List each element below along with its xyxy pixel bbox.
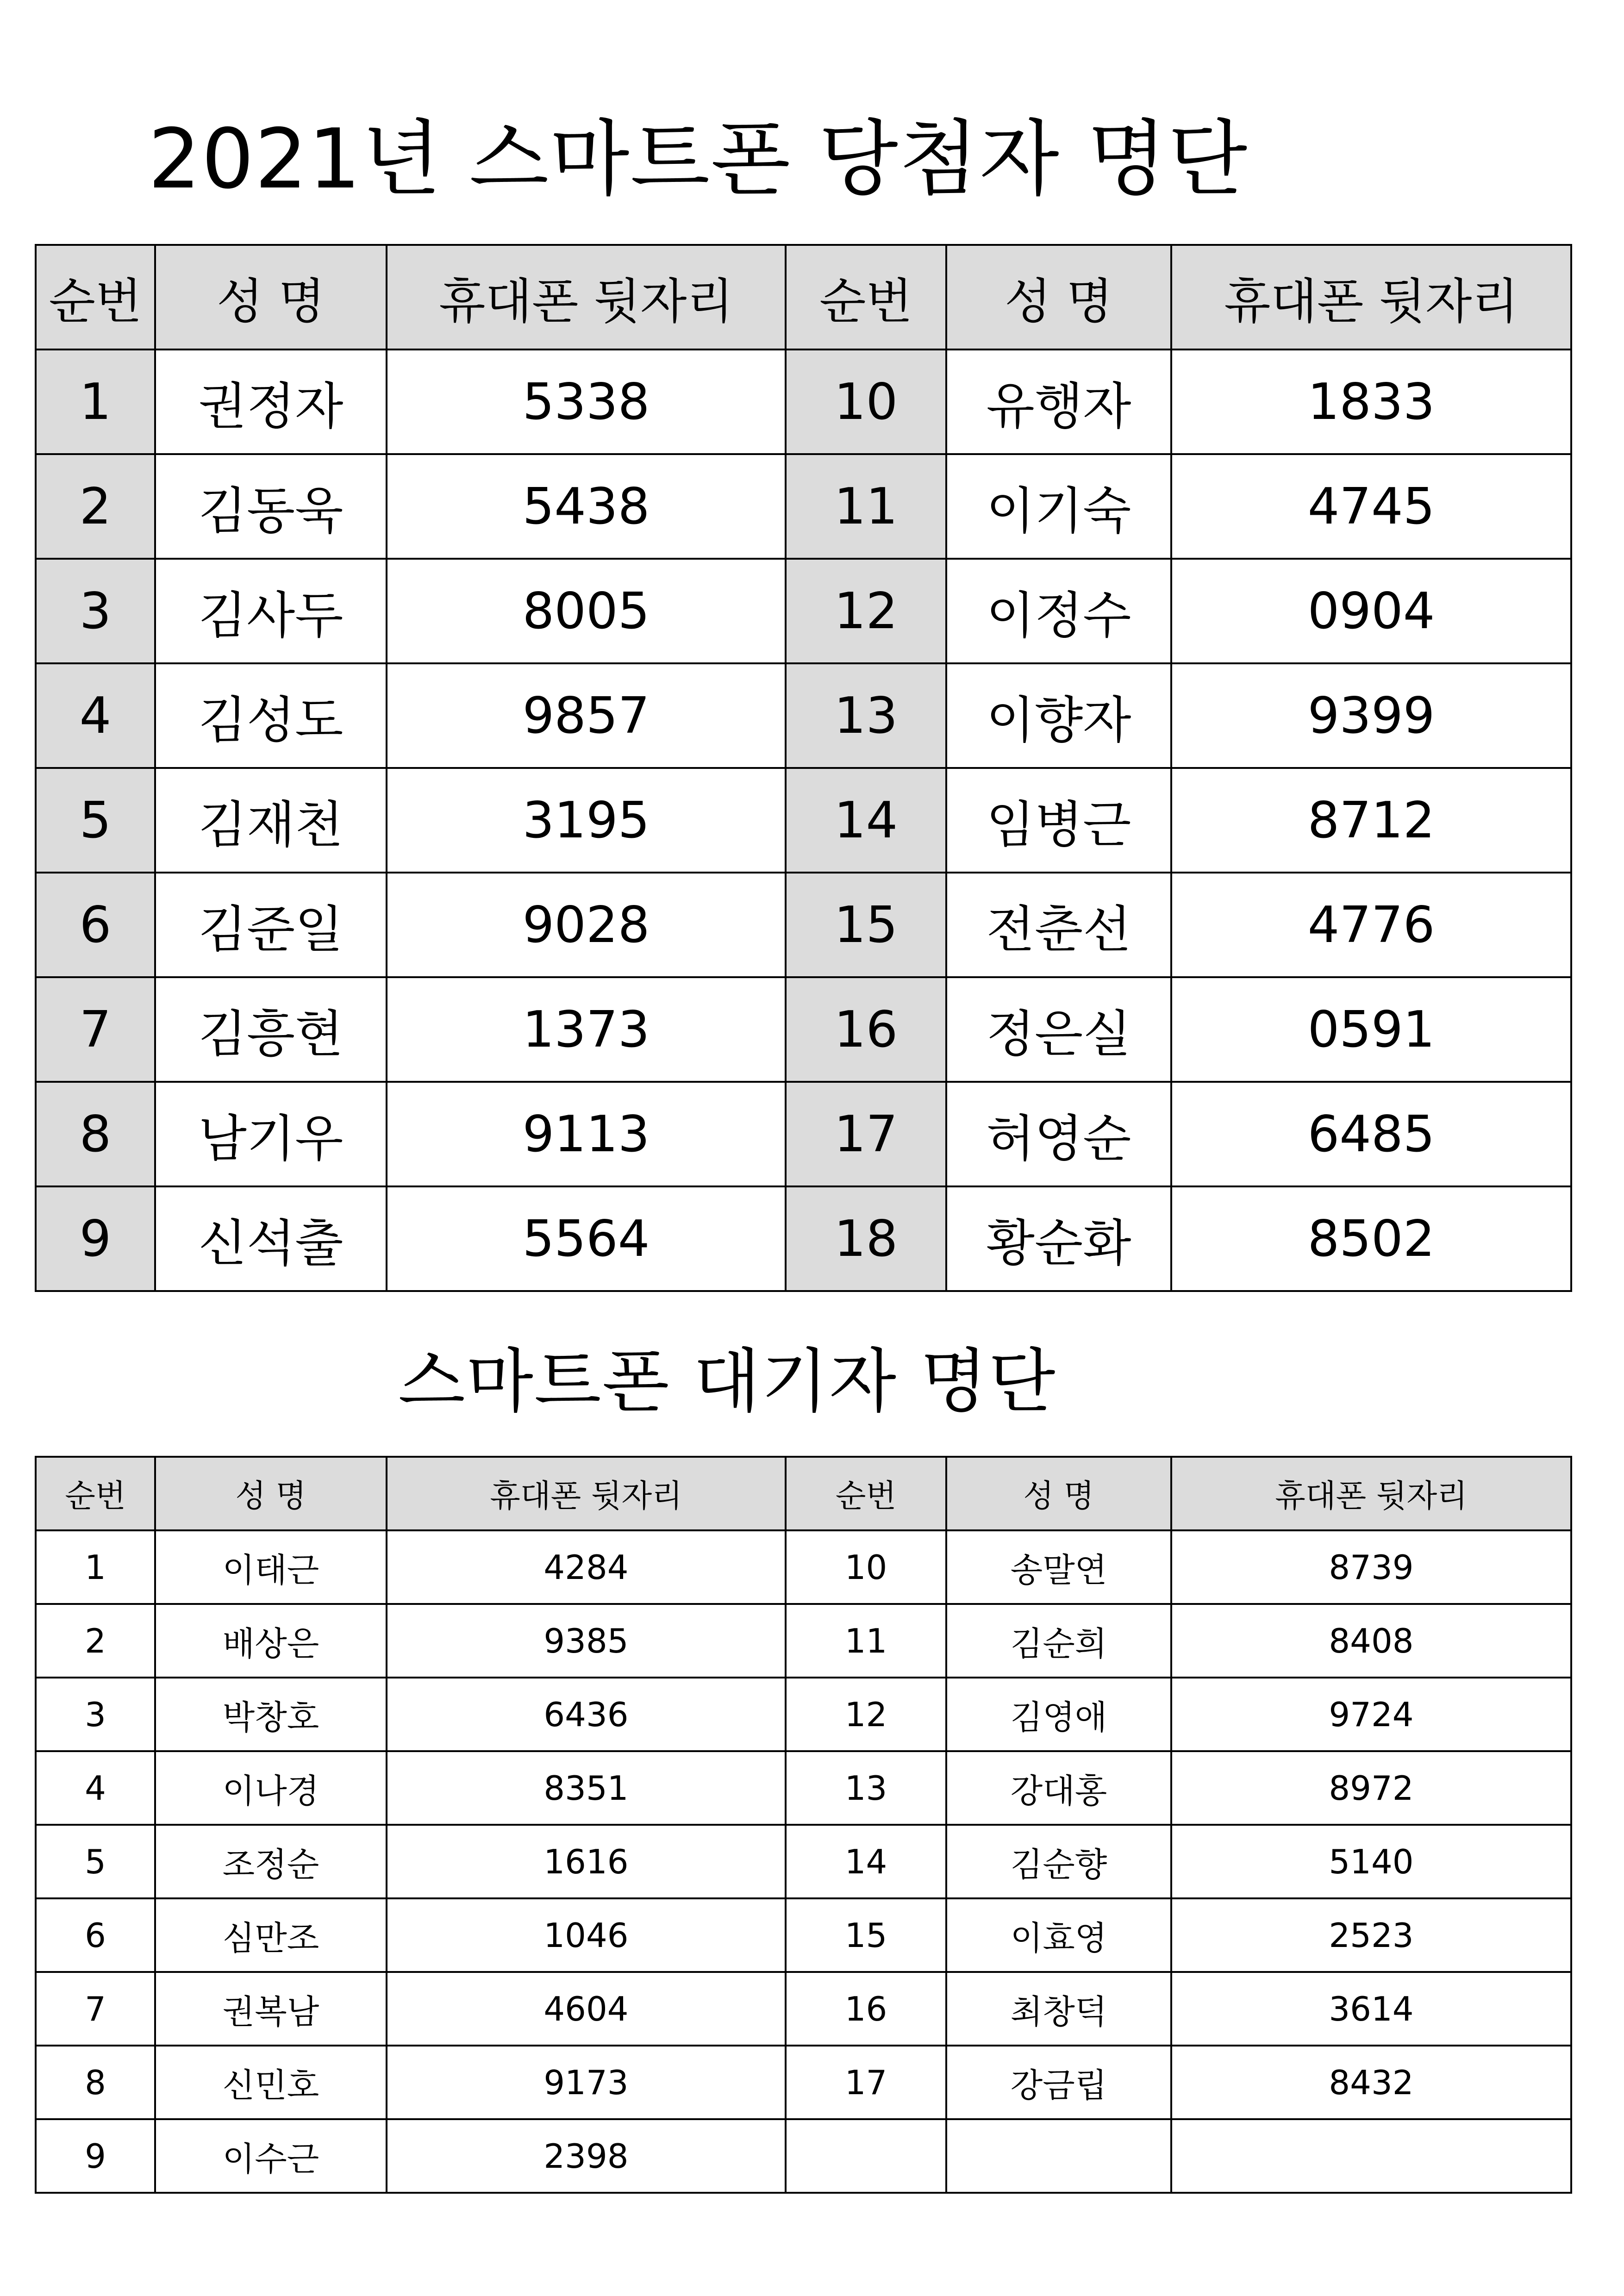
row-number: 8: [36, 1082, 155, 1186]
row-number: 10: [786, 349, 946, 454]
row-phone: 8739: [1171, 1530, 1571, 1604]
row-name: 최창덕: [946, 1972, 1171, 2046]
row-phone: 9385: [387, 1604, 786, 1678]
row-phone: 8351: [387, 1751, 786, 1825]
header-name: 성 명: [155, 1457, 387, 1530]
header-phone: 휴대폰 뒷자리: [387, 1457, 786, 1530]
row-name: 신석출: [155, 1186, 387, 1291]
row-phone: 6436: [387, 1678, 786, 1751]
row-phone: 8712: [1171, 768, 1571, 873]
row-name: 이수근: [155, 2119, 387, 2193]
header-name: 성 명: [946, 1457, 1171, 1530]
row-phone: 2398: [387, 2119, 786, 2193]
row-name: 이정수: [946, 559, 1171, 663]
row-name: 허영순: [946, 1082, 1171, 1186]
row-number: 4: [36, 1751, 155, 1825]
waiting-body: [36, 1530, 1571, 2193]
row-name: 배상은: [155, 1604, 387, 1678]
row-number: 12: [786, 1678, 946, 1751]
row-name: 이향자: [946, 663, 1171, 768]
row-phone: 8432: [1171, 2046, 1571, 2119]
table-row: [36, 1082, 1571, 1186]
table-row: [36, 1751, 1571, 1825]
header-name: 성 명: [155, 245, 387, 349]
row-name: 김성도: [155, 663, 387, 768]
row-name: 이나경: [155, 1751, 387, 1825]
header-no: 순번: [36, 1457, 155, 1530]
row-number: 7: [36, 1972, 155, 2046]
row-phone: 6485: [1171, 1082, 1571, 1186]
table-row: [36, 1678, 1571, 1751]
winners-body: [36, 349, 1571, 1291]
row-name: 조정순: [155, 1825, 387, 1898]
header-phone: 휴대폰 뒷자리: [387, 245, 786, 349]
row-number: 5: [36, 1825, 155, 1898]
row-name: 김준일: [155, 873, 387, 977]
row-phone: 4604: [387, 1972, 786, 2046]
row-number: 1: [36, 349, 155, 454]
row-number: 2: [36, 1604, 155, 1678]
table-row: [36, 559, 1571, 663]
row-number: 10: [786, 1530, 946, 1604]
header-no: 순번: [36, 245, 155, 349]
row-phone: 8005: [387, 559, 786, 663]
row-number: 16: [786, 1972, 946, 2046]
row-name: 김영애: [946, 1678, 1171, 1751]
row-phone: 9857: [387, 663, 786, 768]
row-number: 9: [36, 2119, 155, 2193]
row-number: 18: [786, 1186, 946, 1291]
row-name: 김순향: [946, 1825, 1171, 1898]
row-phone: 0904: [1171, 559, 1571, 663]
row-name: 이기숙: [946, 454, 1171, 559]
row-phone: 8502: [1171, 1186, 1571, 1291]
row-number: 13: [786, 663, 946, 768]
row-name: 김동욱: [155, 454, 387, 559]
row-number: 16: [786, 977, 946, 1082]
row-name: 김순희: [946, 1604, 1171, 1678]
row-name: 정은실: [946, 977, 1171, 1082]
table-row: [36, 2046, 1571, 2119]
row-number: 1: [36, 1530, 155, 1604]
table-row: [36, 1898, 1571, 1972]
table-row: [36, 1604, 1571, 1678]
row-name: 이태근: [155, 1530, 387, 1604]
row-number: [786, 2119, 946, 2193]
winners-header-row: [36, 245, 1571, 349]
waiting-title: 스마트폰 대기자 명단: [398, 1341, 1056, 1422]
waiting-table: [35, 1456, 1572, 2194]
row-phone: 0591: [1171, 977, 1571, 1082]
header-name: 성 명: [946, 245, 1171, 349]
row-phone: 4745: [1171, 454, 1571, 559]
row-name: 이효영: [946, 1898, 1171, 1972]
row-number: 5: [36, 768, 155, 873]
row-phone: 2523: [1171, 1898, 1571, 1972]
row-number: 11: [786, 454, 946, 559]
row-name: 신민호: [155, 2046, 387, 2119]
row-number: 13: [786, 1751, 946, 1825]
row-number: 14: [786, 1825, 946, 1898]
row-phone: 9028: [387, 873, 786, 977]
row-phone: 9113: [387, 1082, 786, 1186]
row-name: 김재천: [155, 768, 387, 873]
row-phone: 1833: [1171, 349, 1571, 454]
row-phone: 5140: [1171, 1825, 1571, 1898]
table-row: [36, 2119, 1571, 2193]
row-phone: 8972: [1171, 1751, 1571, 1825]
row-phone: 9724: [1171, 1678, 1571, 1751]
row-name: 황순화: [946, 1186, 1171, 1291]
row-name: 송말연: [946, 1530, 1171, 1604]
table-row: [36, 873, 1571, 977]
row-name: 강금립: [946, 2046, 1171, 2119]
winners-table: [35, 244, 1572, 1292]
row-name: 전춘선: [946, 873, 1171, 977]
row-phone: 3195: [387, 768, 786, 873]
row-name: 남기우: [155, 1082, 387, 1186]
row-number: 3: [36, 1678, 155, 1751]
row-number: 9: [36, 1186, 155, 1291]
table-row: [36, 454, 1571, 559]
row-phone: 5564: [387, 1186, 786, 1291]
row-phone: [1171, 2119, 1571, 2193]
row-name: 권복남: [155, 1972, 387, 2046]
row-phone: 8408: [1171, 1604, 1571, 1678]
row-number: 17: [786, 2046, 946, 2119]
row-number: 8: [36, 2046, 155, 2119]
row-phone: 9173: [387, 2046, 786, 2119]
table-row: [36, 1825, 1571, 1898]
header-phone: 휴대폰 뒷자리: [1171, 245, 1571, 349]
table-row: [36, 349, 1571, 454]
row-phone: 4284: [387, 1530, 786, 1604]
row-name: 김사두: [155, 559, 387, 663]
row-number: 6: [36, 1898, 155, 1972]
waiting-header-row: [36, 1457, 1571, 1530]
row-number: 15: [786, 873, 946, 977]
row-phone: 5338: [387, 349, 786, 454]
row-name: 김흥현: [155, 977, 387, 1082]
row-number: 2: [36, 454, 155, 559]
table-row: [36, 768, 1571, 873]
row-name: 심만조: [155, 1898, 387, 1972]
row-name: 권정자: [155, 349, 387, 454]
row-name: 유행자: [946, 349, 1171, 454]
winners-title: 2021년 스마트폰 당첨자 명단: [148, 111, 1249, 207]
row-number: 11: [786, 1604, 946, 1678]
row-phone: 1046: [387, 1898, 786, 1972]
header-no: 순번: [786, 1457, 946, 1530]
row-number: 17: [786, 1082, 946, 1186]
row-name: 강대홍: [946, 1751, 1171, 1825]
row-phone: 5438: [387, 454, 786, 559]
row-number: 14: [786, 768, 946, 873]
row-name: 임병근: [946, 768, 1171, 873]
row-phone: 4776: [1171, 873, 1571, 977]
table-row: [36, 1530, 1571, 1604]
row-number: 6: [36, 873, 155, 977]
row-phone: 1616: [387, 1825, 786, 1898]
row-number: 7: [36, 977, 155, 1082]
table-row: [36, 1972, 1571, 2046]
row-number: 15: [786, 1898, 946, 1972]
table-row: [36, 1186, 1571, 1291]
row-phone: 9399: [1171, 663, 1571, 768]
row-number: 4: [36, 663, 155, 768]
table-row: [36, 977, 1571, 1082]
header-no: 순번: [786, 245, 946, 349]
header-phone: 휴대폰 뒷자리: [1171, 1457, 1571, 1530]
row-name: 박창호: [155, 1678, 387, 1751]
table-row: [36, 663, 1571, 768]
row-phone: 3614: [1171, 1972, 1571, 2046]
row-number: 12: [786, 559, 946, 663]
row-number: 3: [36, 559, 155, 663]
row-name: [946, 2119, 1171, 2193]
row-phone: 1373: [387, 977, 786, 1082]
